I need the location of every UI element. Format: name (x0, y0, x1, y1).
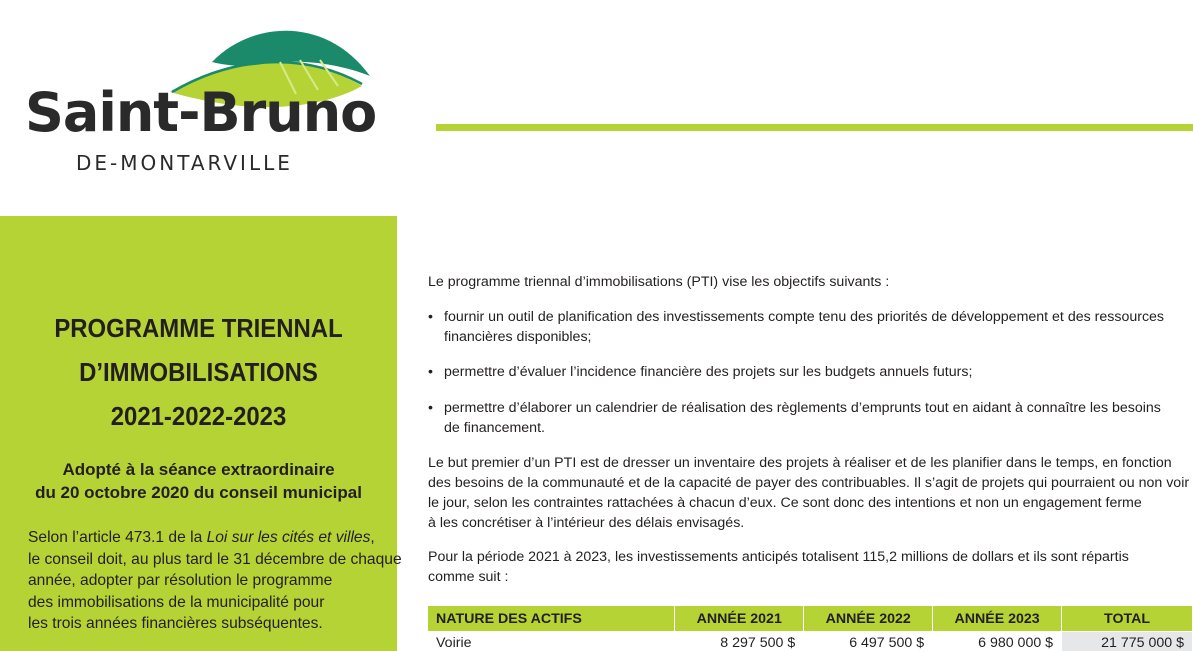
objective-line: financières disponibles; (444, 329, 592, 345)
objective-line: permettre d’élaborer un calendrier de réalisation des règlements d’emprunts tout en aidant à connaître les besoins (444, 400, 1161, 416)
investment-table (428, 606, 1193, 651)
table-row (428, 632, 1193, 651)
paragraph-line: Le but premier d’un PTI est de dresser un inventaire des projets à réaliser et de les planifier dans le temps, en fonction (428, 455, 1172, 471)
cell-2022: 6 497 500 $ (804, 632, 933, 651)
city-logo (0, 0, 400, 200)
legal-context (28, 527, 402, 635)
adoption-line-1: Adopté à la séance extraordinaire (62, 460, 335, 479)
paragraph-line: à les concrétiser à l’intérieur des délais envisagés. (428, 515, 745, 531)
objective-line: fournir un outil de planification des investissements compte tenu des priorités de développement et des ressources (444, 309, 1165, 325)
cell-2021: 8 297 500 $ (675, 632, 804, 651)
bullet-icon: • (428, 309, 433, 325)
table-header-row (428, 606, 1193, 632)
legal-line-2: le conseil doit, au plus tard le 31 décembre de chaque (28, 550, 402, 568)
bullet-icon: • (428, 400, 433, 416)
investment-paragraph (428, 547, 1188, 587)
column-header-total: TOTAL (1062, 606, 1193, 632)
paragraph-line: Pour la période 2021 à 2023, les investissements anticipés totalisent 115,2 millions de dollars et ils sont répartis (428, 549, 1129, 565)
cell-2023: 6 980 000 $ (933, 632, 1062, 651)
logo-wordmark: Saint-Bruno (25, 81, 377, 144)
objective-line: de financement. (444, 420, 545, 436)
legal-line-4: des immobilisations de la municipalité pour (28, 593, 325, 611)
cell-nature: Voirie (428, 632, 675, 651)
column-header-2022: ANNÉE 2022 (804, 606, 933, 632)
logo-subtitle: DE-MONTARVILLE (76, 151, 293, 175)
document-title (16, 306, 381, 438)
sidebar-panel (0, 216, 402, 651)
purpose-paragraph (428, 453, 1188, 533)
bullet-icon: • (428, 364, 433, 380)
paragraph-line: comme suit : (428, 569, 509, 585)
title-line-3: 2021-2022-2023 (110, 401, 287, 431)
adoption-note (0, 458, 397, 504)
objective-line: permettre d’évaluer l’incidence financière des projets sur les budgets annuels futurs; (444, 364, 973, 380)
title-line-2: D’IMMOBILISATIONS (79, 357, 318, 387)
header-rule (436, 124, 1193, 131)
column-header-nature: NATURE DES ACTIFS (428, 606, 675, 632)
paragraph-line: le jour, selon les contraintes rattachées à chacun d’eux. Ce sont donc des intentions et non un engagement ferme (428, 495, 1142, 511)
law-title: Loi sur les cités et villes (206, 529, 371, 546)
intro-text: Le programme triennal d’immobilisations (PTI) vise les objectifs suivants : (428, 274, 890, 290)
adoption-line-2: du 20 octobre 2020 du conseil municipal (35, 483, 362, 502)
cell-total: 21 775 000 $ (1062, 632, 1193, 651)
legal-line-3: année, adopter par résolution le programme (28, 572, 333, 589)
column-header-2023: ANNÉE 2023 (933, 606, 1062, 632)
legal-line-1 (28, 527, 388, 549)
legal-line-1-pre: Selon l’article 473.1 de la (28, 529, 207, 546)
column-header-2021: ANNÉE 2021 (675, 606, 804, 632)
legal-line-1-post: , (370, 529, 375, 546)
paragraph-line: des besoins de la communauté et de la capacité de payer des contribuables. Il s’agit de projets qui pourraient ou non voir (428, 475, 1190, 491)
title-line-1: PROGRAMME TRIENNAL (54, 313, 343, 343)
legal-line-5: les trois années financières subséquentes. (28, 615, 323, 632)
